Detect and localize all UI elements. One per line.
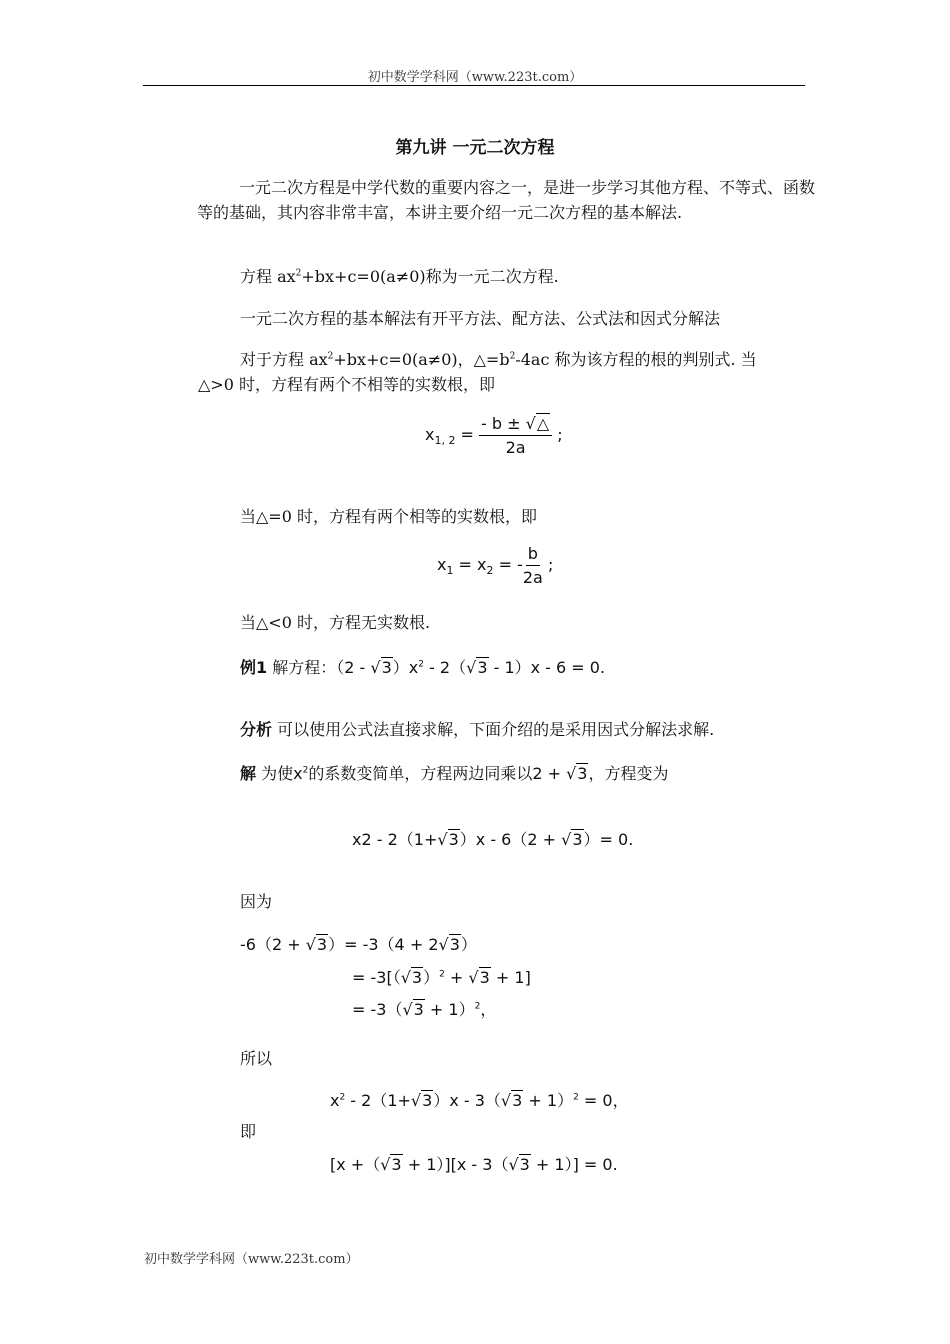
calc-line-3: = $-3(√3 + 1)^2$， [352,1000,497,1019]
discriminant-line: 对于方程 $ax^2+bx+c=0(a\ne 0)$，$\triangle=b^2-4ac$ 称为该方程的根的判别式. 当 [240,350,757,369]
calc-line-1: -6（2 + √3）= -3（4 + 2√3） [240,935,477,954]
discriminant-zero-line: 当△=0 时，方程有两个相等的实数根，即 [240,507,537,526]
double-root-formula: $x_1 = x_2$ = - $\frac{b}{2a}$ ; [437,544,554,587]
solution-line: 解 为使$x^2$的系数变简单，方程两边同乘以2 + √3，方程变为 [240,764,669,783]
definition-line: 方程 $ax^2+bx+c=0(a\ne 0)$称为一元二次方程. [240,267,559,286]
equation-so: $x^2 - 2(1+√3)x - 3(√3 + 1)^2 = 0$， [330,1091,629,1110]
discriminant-positive-line: △>0 时，方程有两个不相等的实数根，即 [198,375,495,394]
transformed-equation: x2 - 2（1+√3）x - 6（2 + √3）= 0. [352,830,634,849]
example-1: 例1 解方程：$(2 - √3)x^2 - 2(√3 - 1)x - 6 = 0$. [240,658,606,677]
ie-label: 即 [240,1122,257,1141]
calc-line-2: = $-3[(√3)^2 + √3 + 1]$ [352,968,531,987]
methods-line: 一元二次方程的基本解法有开平方法、配方法、公式法和因式分解法 [240,309,721,328]
intro-paragraph: 一元二次方程是中学代数的重要内容之一，是进一步学习其他方程、不等式、函数等的基础，其内容非常丰富，本讲主要介绍一元二次方程的基本解法. [197,178,816,222]
header-divider [143,85,805,86]
analysis-label: 分析 [240,720,273,739]
page-title: 第九讲 一元二次方程 [395,138,555,158]
example-label: 例1 [240,658,268,677]
page-footer: 初中数学学科网（www.223t.com） [144,1252,359,1267]
so-label: 所以 [240,1049,273,1068]
analysis-line: 分析 可以使用公式法直接求解，下面介绍的是采用因式分解法求解. [240,720,715,739]
discriminant-negative-line: 当△<0 时，方程无实数根. [240,613,431,632]
page-header: 初中数学学科网（www.223t.com） [367,70,583,85]
root-formula: $x_{1, 2}$ = $\frac{- b \pm √\triangle}{2a}$ ; [425,414,563,457]
because-label: 因为 [240,892,273,911]
factored-equation: [x +（√3 + 1）][x - 3（√3 + 1）] = 0. [330,1155,618,1174]
solution-label: 解 [240,764,257,783]
